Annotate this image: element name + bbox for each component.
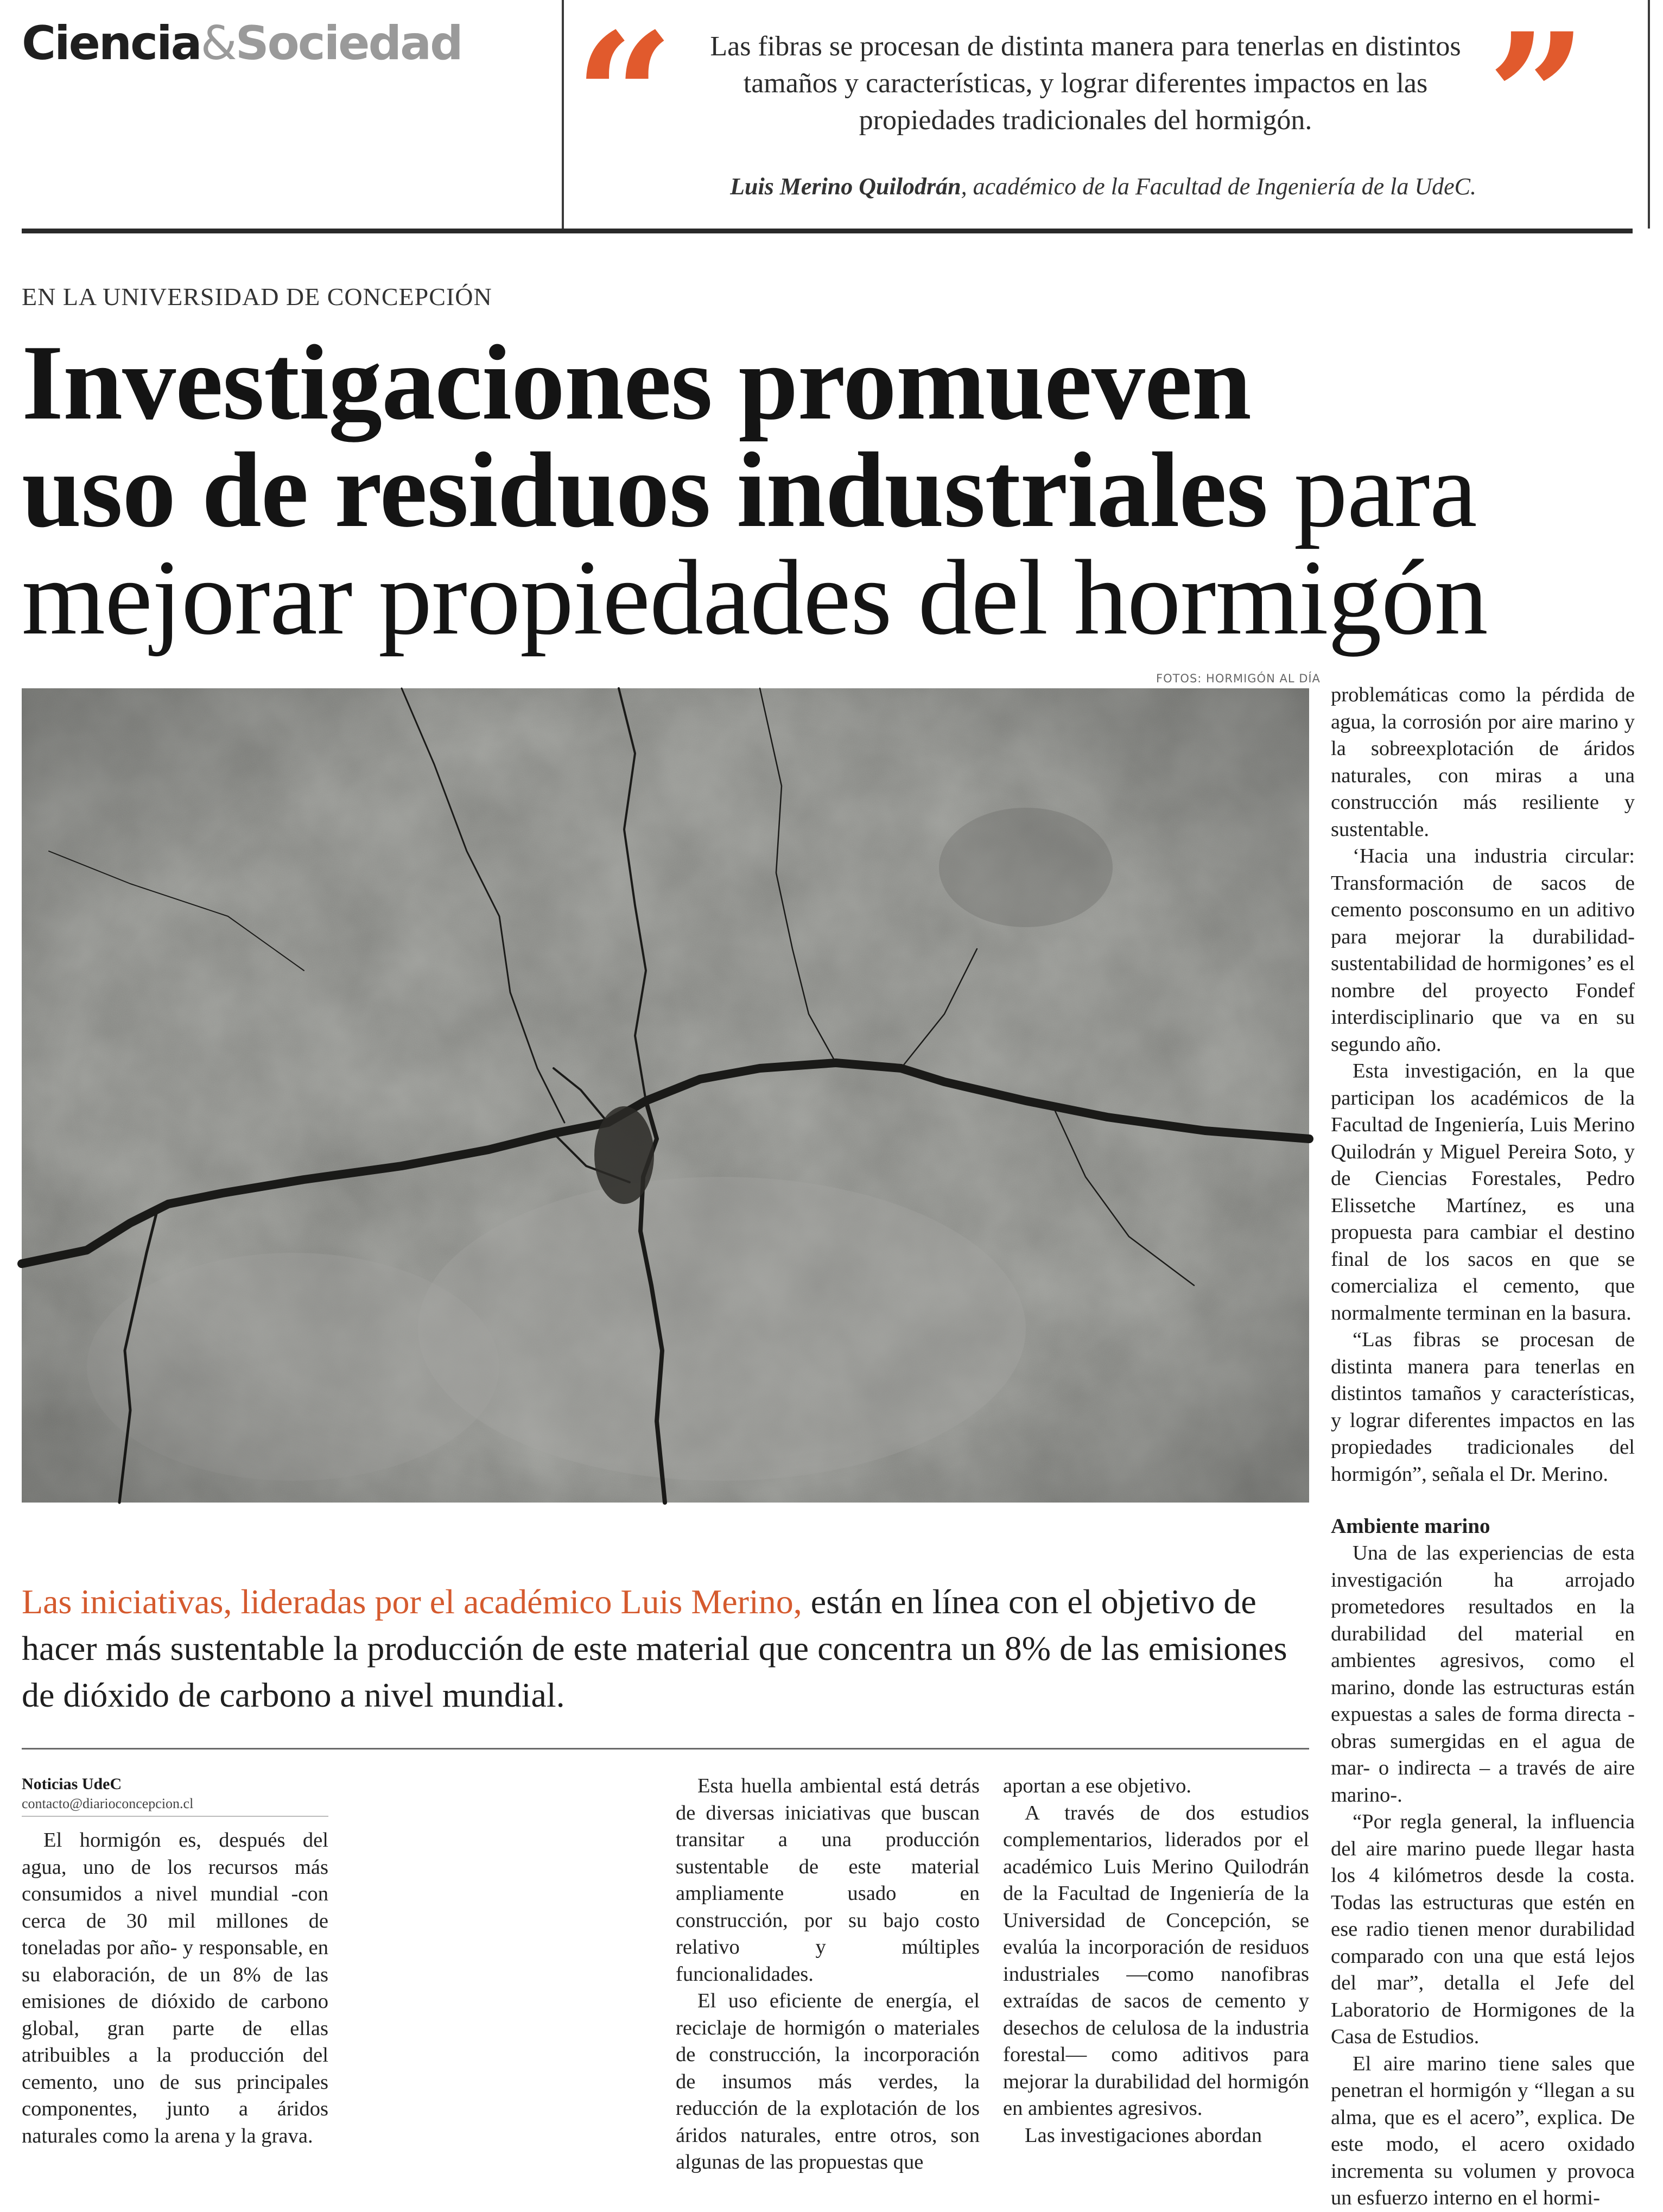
pull-quote: Las fibras se procesan de distinta manera para tenerlas en distintos tamaños y características, y lograr diferentes impactos en las propiedades tradicionales del hormigón. bbox=[710, 31, 1461, 136]
body-column-1 bbox=[22, 1827, 328, 2150]
byline bbox=[22, 1774, 328, 1813]
lead-paragraph bbox=[22, 1579, 1309, 1719]
byline-name: Noticias UdeC bbox=[22, 1775, 122, 1793]
body-paragraph: problemáticas como la pérdida de agua, la corrosión por aire marino y la sobreexplotación de áridos naturales, con miras a una construcción más resiliente y sustentable. bbox=[1331, 683, 1635, 841]
body-paragraph: Esta investigación, en la que participan los académicos de la Facultad de Ingeniería, Luis Merino Quilodrán y Miguel Pereira Soto, y de Ciencias Forestales, Pedro Elissetche Martínez, es una propuesta para cambiar el destino final de los sacos en que se comercializa el cemento, que normalmente terminan en la basura. bbox=[1331, 1060, 1635, 1324]
lead-divider bbox=[22, 1748, 1309, 1750]
body-paragraph: El uso eficiente de energía, el reciclaje de hormigón o materiales de construcción, la incorporación de insumos más verdes, la reducción de la explotación de los áridos naturales, entre otros, son algunas de las propuestas que bbox=[676, 1989, 980, 2173]
body-paragraph: El hormigón es, después del agua, uno de los recursos más consumidos a nivel mundial -con cerca de 30 mil millones de toneladas por año- y responsable, en su elaboración, de un 8% de las emisiones de dióxido de carbono global, gran parte de ellas atribuibles a la producción del cemento, uno de sus principales componentes, junto a áridos naturales como la arena y la grava. bbox=[22, 1829, 328, 2147]
close-quote-icon: ” bbox=[1487, 0, 1588, 199]
body-paragraph: Las investigaciones abordan bbox=[1025, 2124, 1262, 2147]
headline-line-2-bold: uso de residuos industriales bbox=[22, 430, 1294, 549]
body-column-4 bbox=[1331, 682, 1635, 2212]
section-header bbox=[22, 0, 1633, 233]
attribution-role: , académico de la Facultad de Ingeniería de la UdeC. bbox=[961, 173, 1476, 200]
lead-accent: Las iniciativas, lideradas por el académico Luis Merino, bbox=[22, 1582, 802, 1621]
headline-line-1: Investigaciones promueven bbox=[22, 323, 1251, 442]
attribution-name: Luis Merino Quilodrán bbox=[730, 173, 961, 200]
body-paragraph: Esta huella ambiental está detrás de diversas iniciativas que buscan transitar a una producción sustentable de este material ampliamente usado en construcción, por su bajo costo relativo y múltiples funcionalidades. bbox=[676, 1774, 980, 1986]
photo-credit: FOTOS: HORMIGÓN AL DÍA bbox=[1156, 672, 1321, 685]
header-right-rule bbox=[1648, 0, 1650, 229]
headline-line-2 bbox=[22, 430, 1628, 549]
section-label-amp: & bbox=[200, 16, 236, 71]
open-quote-icon: “ bbox=[574, 0, 675, 199]
pull-quote-attribution bbox=[619, 173, 1476, 200]
body-paragraph: El aire marino tiene sales que penetran el hormigón y “llegan a su alma, que es el acero”, explica. De este modo, el acero oxidado incrementa su volumen y provoca un esfuerzo interno en el hormi- bbox=[1331, 2052, 1635, 2209]
body-paragraph: aportan a ese objetivo. bbox=[1003, 1774, 1192, 1797]
section-label-ciencia: Ciencia bbox=[22, 16, 201, 71]
section-label-sociedad: Sociedad bbox=[235, 16, 462, 71]
lead-rest: están en línea con el objetivo de hacer más sustentable la producción de este material que concentra un 8% de las emisiones de dióxido de carbono a nivel mundial. bbox=[22, 1582, 1287, 1714]
byline-divider bbox=[22, 1816, 328, 1817]
headline-line-2-light: para bbox=[1293, 430, 1477, 549]
concrete-image bbox=[22, 688, 1309, 1503]
body-paragraph: A través de dos estudios complementarios, liderados por el académico Luis Merino Quilodrán de la Facultad de Ingeniería de la Universidad de Concepción, se evalúa la incorporación de residuos industriales —como nanofibras extraídas de sacos de cemento y desechos de celulosa de la industria forestal— como aditivos para mejorar la durabilidad del hormigón en ambientes agresivos. bbox=[1003, 1801, 1309, 2120]
body-paragraph: Una de las experiencias de esta investigación ha arrojado prometedores resultados en la durabilidad del material en ambientes agresivos, como el marino, donde las estructuras están expuestas a sales de forma directa -obras sumergidas en el agua de mar- o indirecta – a través de aire marino-. bbox=[1331, 1542, 1635, 1807]
body-paragraph: ‘Hacia una industria circular: Transformación de sacos de cemento posconsumo en un aditivo para mejorar la durabilidad-sustentabilidad de hormigones’ es el nombre del proyecto Fondef interdisciplinario que va en su segundo año. bbox=[1331, 845, 1635, 1056]
body-paragraph: “Las fibras se procesan de distinta manera para tenerlas en distintos tamaños y características, y lograr diferentes impactos en las propiedades tradicionales del hormigón”, señala el Dr. Merino. bbox=[1331, 1328, 1635, 1486]
kicker: EN LA UNIVERSIDAD DE CONCEPCIÓN bbox=[22, 283, 492, 310]
cracked-concrete-photo bbox=[22, 688, 1309, 1503]
body-paragraph: “Por regla general, la influencia del aire marino puede llegar hasta los 4 kilómetros desde la costa. Todas las estructuras que estén en ese radio tienen menor durabilidad comparado con una que está lejos del mar”, detalla el Jefe del Laboratorio de Hormigones de la Casa de Estudios. bbox=[1331, 1810, 1635, 2048]
header-divider bbox=[562, 0, 564, 229]
headline bbox=[22, 323, 1628, 657]
byline-email: contacto@diarioconcepcion.cl bbox=[22, 1796, 194, 1811]
subhead: Ambiente marino bbox=[1331, 1514, 1490, 1538]
body-column-2 bbox=[676, 1773, 980, 2176]
headline-line-3: mejorar propiedades del hormigón bbox=[22, 538, 1488, 657]
section-label bbox=[22, 16, 462, 71]
body-column-3 bbox=[1003, 1773, 1309, 2149]
